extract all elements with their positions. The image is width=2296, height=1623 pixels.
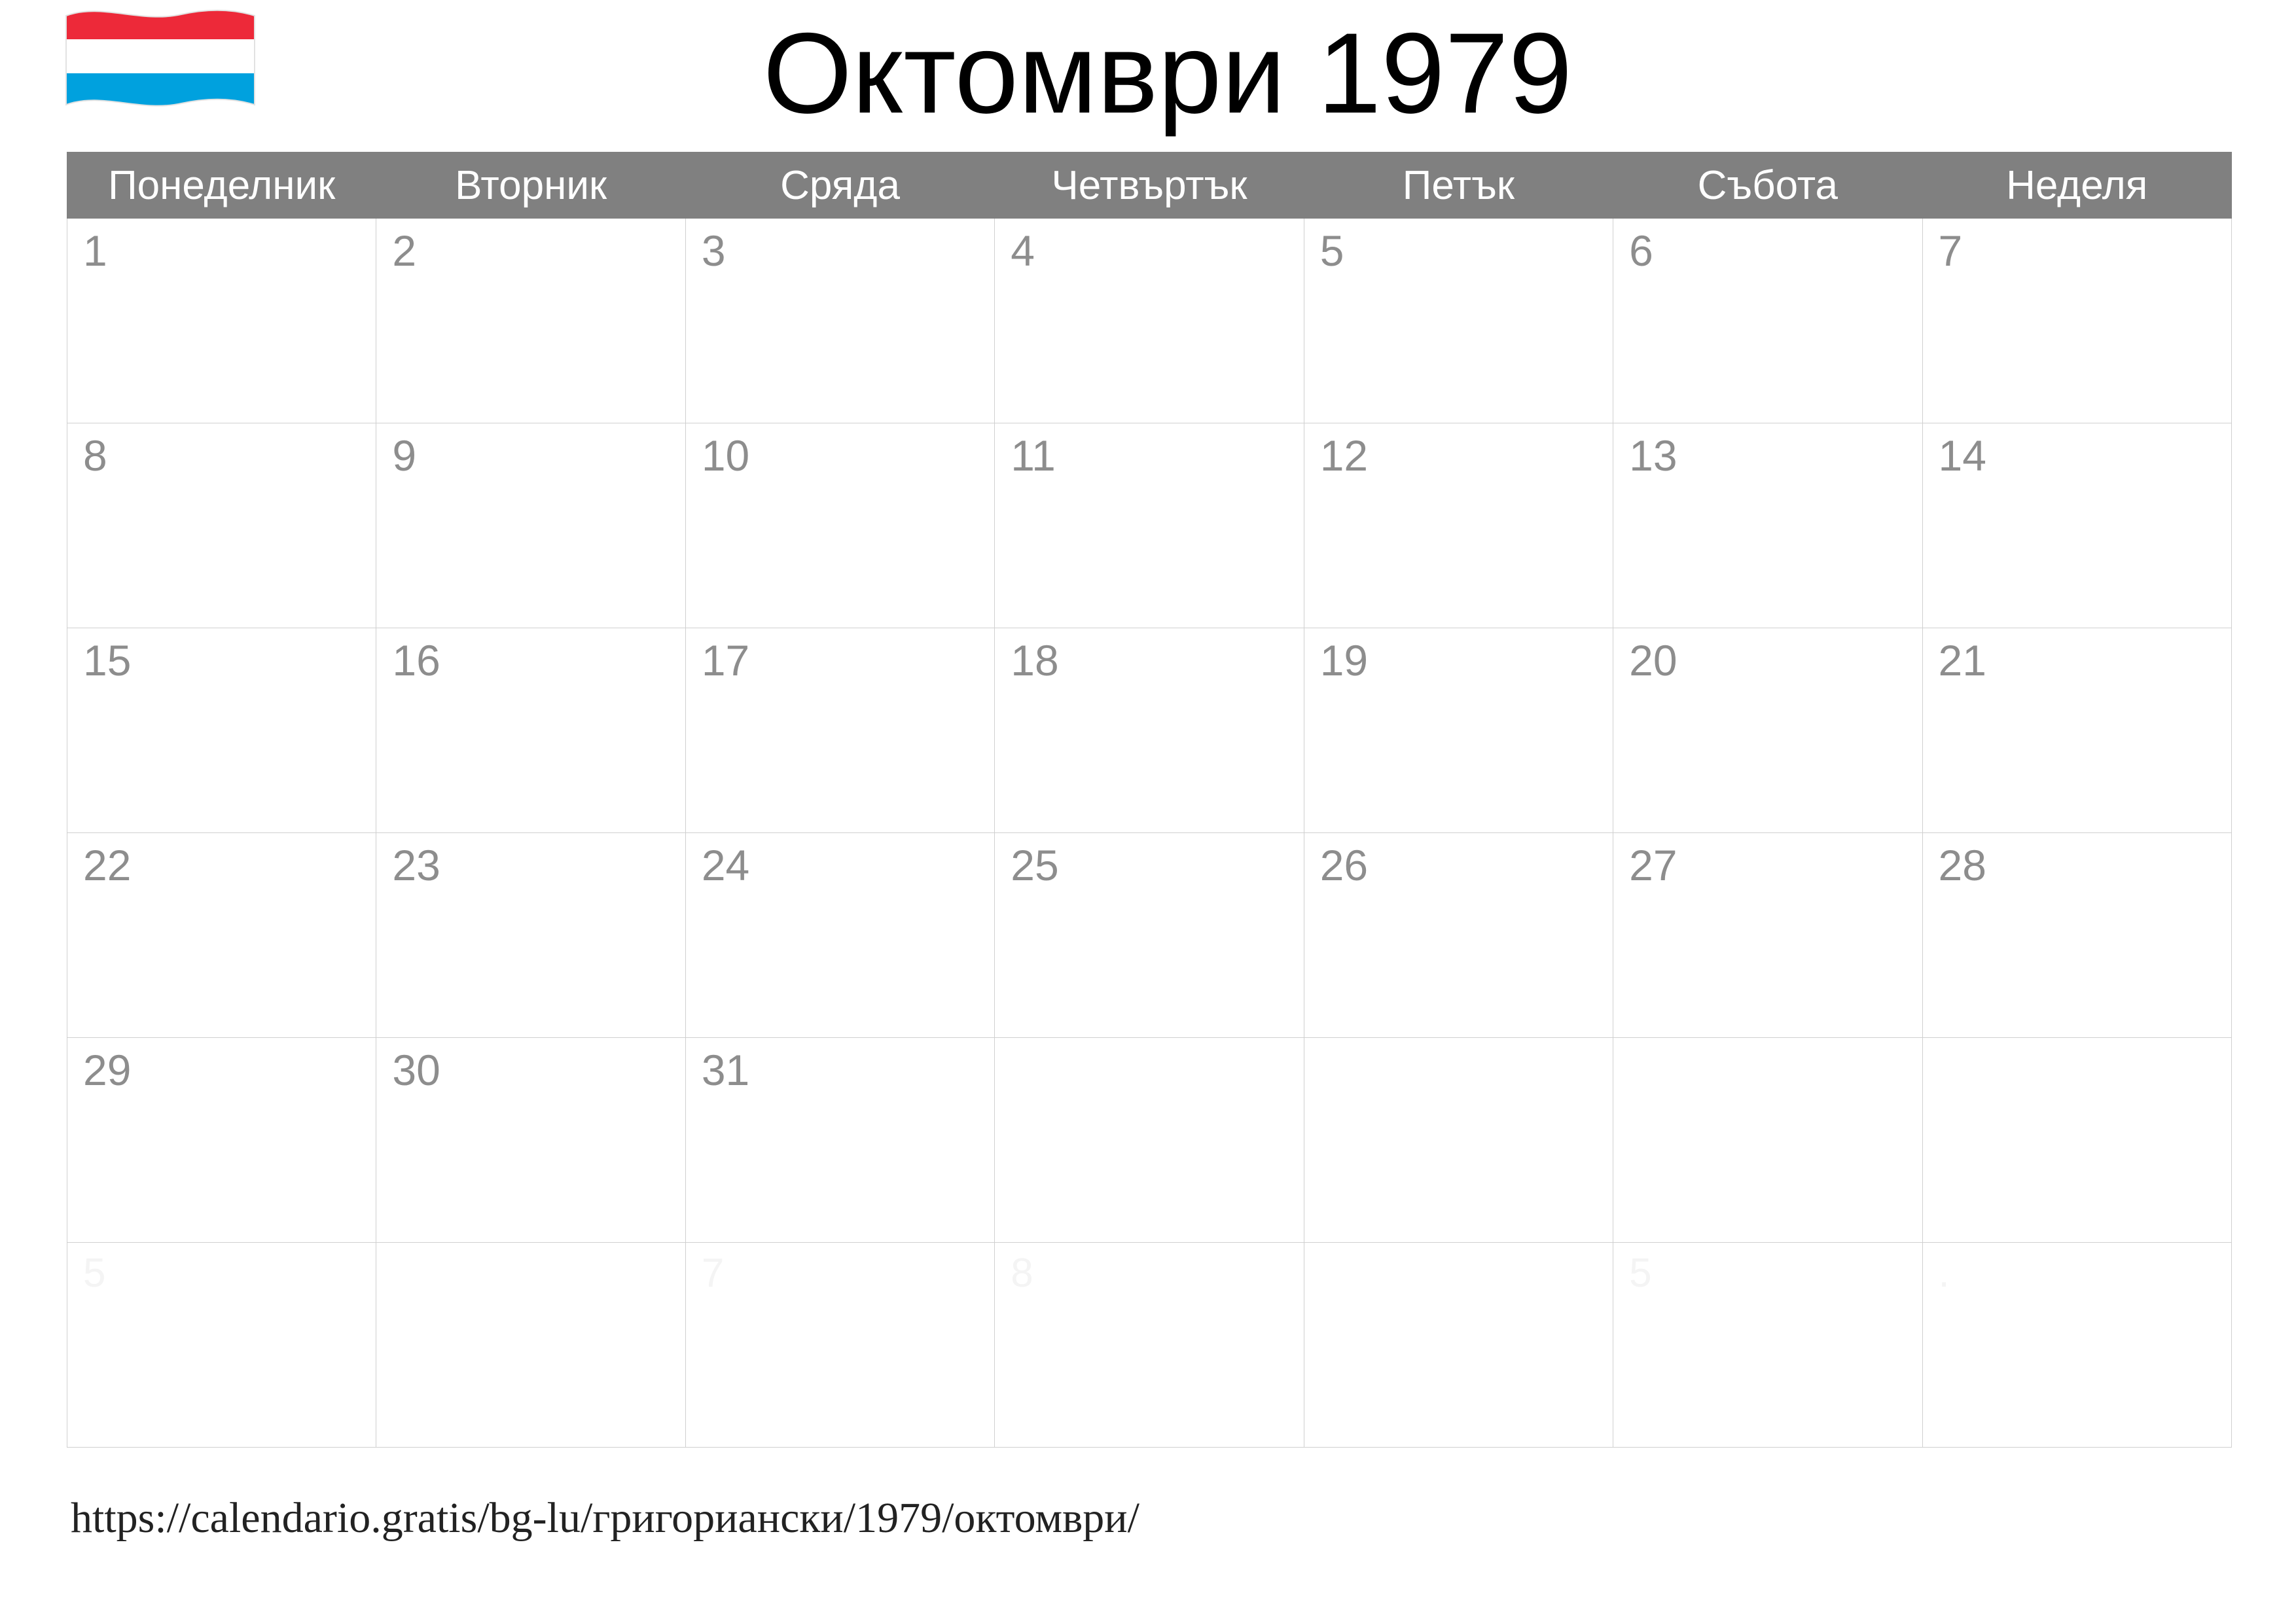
day-cell[interactable] xyxy=(1304,628,1613,833)
day-cell[interactable] xyxy=(376,833,685,1038)
day-cell[interactable] xyxy=(1922,1243,2231,1448)
day-cell[interactable] xyxy=(685,628,994,833)
day-cell[interactable] xyxy=(67,1243,376,1448)
day-number: 23 xyxy=(392,841,440,889)
day-number: 2 xyxy=(392,226,417,275)
weekday-header-tuesday: Вторник xyxy=(376,152,685,219)
day-cell[interactable] xyxy=(1922,423,2231,628)
day-cell[interactable] xyxy=(685,219,994,423)
source-url[interactable]: https://calendario.gratis/bg-lu/григориански/1979/октомври/ xyxy=(71,1494,1139,1542)
weekday-header-row xyxy=(67,152,2232,219)
week-row xyxy=(67,1038,2232,1243)
day-cell[interactable] xyxy=(376,219,685,423)
week-row xyxy=(67,423,2232,628)
day-number: 5 xyxy=(83,1251,106,1296)
day-cell[interactable] xyxy=(376,1243,685,1448)
day-number: 11 xyxy=(1011,431,1056,480)
day-cell[interactable] xyxy=(995,219,1304,423)
day-number: 1 xyxy=(83,226,107,275)
day-cell[interactable] xyxy=(1304,1038,1613,1243)
day-cell[interactable] xyxy=(1922,833,2231,1038)
day-cell[interactable] xyxy=(685,423,994,628)
day-number: 8 xyxy=(1011,1251,1033,1296)
week-row xyxy=(67,219,2232,423)
weekday-header-wednesday: Сряда xyxy=(685,152,994,219)
week-row-faded xyxy=(67,1243,2232,1448)
day-cell[interactable] xyxy=(1304,423,1613,628)
day-number: 7 xyxy=(701,1251,725,1296)
weekday-header-monday: Понеделник xyxy=(67,152,376,219)
month-calendar xyxy=(67,152,2232,1448)
day-number: 26 xyxy=(1319,841,1369,889)
day-cell[interactable] xyxy=(1613,219,1922,423)
day-number: 27 xyxy=(1629,841,1677,889)
day-cell[interactable] xyxy=(67,628,376,833)
day-number: 14 xyxy=(1938,431,1986,480)
day-cell[interactable] xyxy=(1613,1243,1922,1448)
day-cell[interactable] xyxy=(1922,1038,2231,1243)
day-number: 10 xyxy=(701,431,750,480)
page-header xyxy=(0,0,2296,147)
weekday-header-friday: Петък xyxy=(1304,152,1613,219)
weekday-header-sunday: Неделя xyxy=(1922,152,2231,219)
day-number: 21 xyxy=(1938,636,1986,685)
day-cell[interactable] xyxy=(1613,1038,1922,1243)
day-cell[interactable] xyxy=(1613,833,1922,1038)
day-number: 19 xyxy=(1319,636,1369,685)
day-number: 15 xyxy=(83,636,132,685)
day-number: 24 xyxy=(701,841,750,889)
page-title: Октомври 1979 xyxy=(762,10,1573,137)
day-number: 8 xyxy=(83,431,107,480)
day-cell[interactable] xyxy=(685,1243,994,1448)
day-number: 5 xyxy=(1629,1251,1652,1296)
day-cell[interactable] xyxy=(67,833,376,1038)
day-number: 22 xyxy=(83,841,132,889)
day-number: 13 xyxy=(1629,431,1677,480)
day-cell[interactable] xyxy=(1613,628,1922,833)
weekday-header-thursday: Четвъртък xyxy=(995,152,1304,219)
day-number: 12 xyxy=(1319,431,1369,480)
day-cell[interactable] xyxy=(67,219,376,423)
week-row xyxy=(67,628,2232,833)
day-number: 17 xyxy=(701,636,750,685)
day-number: 6 xyxy=(1629,226,1653,275)
day-number: 30 xyxy=(392,1046,440,1094)
luxembourg-flag xyxy=(62,7,259,128)
day-number: 3 xyxy=(701,226,726,275)
day-cell[interactable] xyxy=(376,1038,685,1243)
day-cell[interactable] xyxy=(685,833,994,1038)
day-number: 28 xyxy=(1938,841,1986,889)
day-number: . xyxy=(1938,1251,1950,1296)
day-number: 29 xyxy=(83,1046,132,1094)
day-cell[interactable] xyxy=(995,1243,1304,1448)
day-cell[interactable] xyxy=(995,833,1304,1038)
day-cell[interactable] xyxy=(376,423,685,628)
day-number: 25 xyxy=(1011,841,1059,889)
day-cell[interactable] xyxy=(1304,1243,1613,1448)
day-cell[interactable] xyxy=(67,423,376,628)
day-number: 9 xyxy=(392,431,417,480)
day-cell[interactable] xyxy=(1922,628,2231,833)
day-number: 18 xyxy=(1011,636,1059,685)
day-cell[interactable] xyxy=(1922,219,2231,423)
day-cell[interactable] xyxy=(685,1038,994,1243)
day-number: 20 xyxy=(1629,636,1677,685)
week-row xyxy=(67,833,2232,1038)
day-cell[interactable] xyxy=(376,628,685,833)
day-cell[interactable] xyxy=(67,1038,376,1243)
day-number: 5 xyxy=(1319,226,1344,275)
day-number: 7 xyxy=(1938,226,1963,275)
day-cell[interactable] xyxy=(1304,219,1613,423)
day-cell[interactable] xyxy=(995,628,1304,833)
day-cell[interactable] xyxy=(995,423,1304,628)
day-cell[interactable] xyxy=(995,1038,1304,1243)
day-number: 4 xyxy=(1011,226,1035,275)
day-number: 16 xyxy=(392,636,440,685)
day-cell[interactable] xyxy=(1613,423,1922,628)
day-number: 31 xyxy=(701,1046,750,1094)
weekday-header-saturday: Събота xyxy=(1613,152,1922,219)
day-cell[interactable] xyxy=(1304,833,1613,1038)
